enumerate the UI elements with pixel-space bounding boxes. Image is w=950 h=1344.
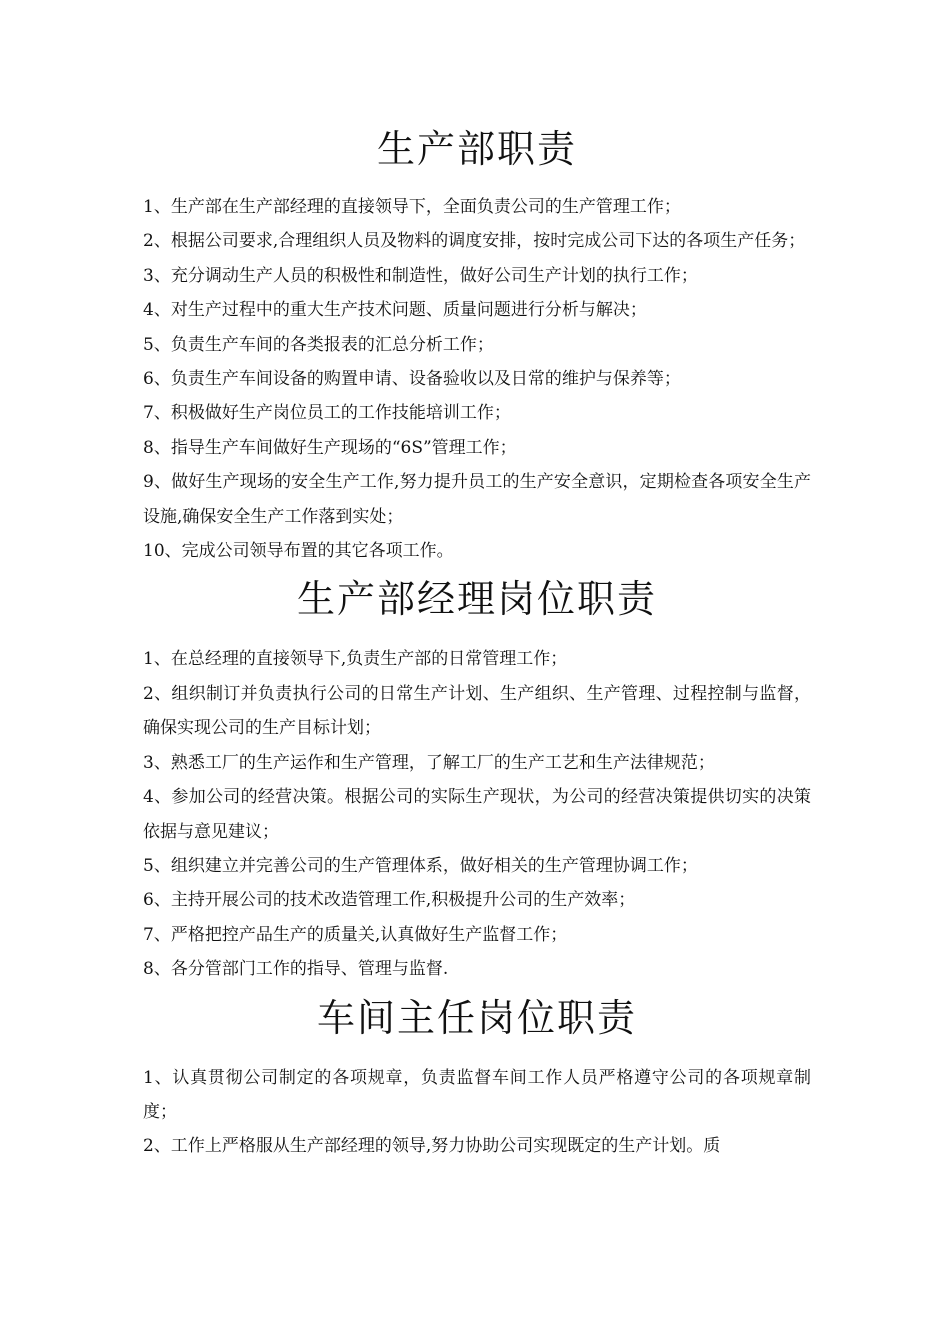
duty-item: 1、生产部在生产部经理的直接领导下，全面负责公司的生产管理工作； xyxy=(143,197,681,217)
section-production-manager xyxy=(143,568,811,986)
duty-list xyxy=(143,1061,811,1164)
duty-item: 4、参加公司的经营决策。根据公司的实际生产现状，为公司的经营决策提供切实的决策依据与意见建议； xyxy=(143,787,811,842)
duty-item: 3、熟悉工厂的生产运作和生产管理，了解工厂的生产工艺和生产法律规范； xyxy=(143,752,715,773)
duty-item: 5、组织建立并完善公司的生产管理体系，做好相关的生产管理协调工作； xyxy=(143,855,698,876)
duty-item: 7、积极做好生产岗位员工的工作技能培训工作； xyxy=(143,403,511,424)
duty-list xyxy=(143,642,811,986)
duty-item: 7、严格把控产品生产的质量关,认真做好生产监督工作； xyxy=(143,924,568,945)
section-production-dept xyxy=(143,118,811,568)
duty-item: 1、认真贯彻公司制定的各项规章，负责监督车间工作人员严格遵守公司的各项规章制度； xyxy=(143,1067,811,1122)
duty-item: 10、完成公司领导布置的其它各项工作。 xyxy=(143,541,454,562)
duty-item: 6、负责生产车间设备的购置申请、设备验收以及日常的维护与保养等； xyxy=(143,369,681,390)
section-title: 生产部职责 xyxy=(376,127,577,171)
duty-item: 4、对生产过程中的重大生产技术问题、质量问题进行分析与解决； xyxy=(143,300,647,321)
duty-item: 9、做好生产现场的安全生产工作,努力提升员工的生产安全意识，定期检查各项安全生产设施,确保安全生产工作落到实处； xyxy=(143,472,811,527)
duty-item: 5、负责生产车间的各类报表的汇总分析工作； xyxy=(143,334,494,355)
duty-item: 8、各分管部门工作的指导、管理与监督. xyxy=(143,959,449,980)
duty-item: 2、根据公司要求,合理组织人员及物料的调度安排，按时完成公司下达的各项生产任务； xyxy=(143,231,806,252)
section-workshop-director xyxy=(143,987,811,1164)
duty-item: 1、在总经理的直接领导下,负责生产部的日常管理工作； xyxy=(143,649,568,670)
duty-item: 2、组织制订并负责执行公司的日常生产计划、生产组织、生产管理、过程控制与监督，确保实现公司的生产目标计划； xyxy=(143,683,811,739)
duty-item: 2、工作上严格服从生产部经理的领导,努力协助公司实现既定的生产计划。质 xyxy=(143,1136,721,1157)
duty-item: 3、充分调动生产人员的积极性和制造性，做好公司生产计划的执行工作； xyxy=(143,265,698,286)
duty-item: 6、主持开展公司的技术改造管理工作,积极提升公司的生产效率； xyxy=(143,890,636,911)
section-title: 车间主任岗位职责 xyxy=(316,995,637,1040)
document-page xyxy=(143,118,811,1164)
duty-list xyxy=(143,190,811,568)
duty-item: 8、指导生产车间做好生产现场的“6S”管理工作； xyxy=(143,437,517,458)
section-title: 生产部经理岗位职责 xyxy=(296,577,657,622)
